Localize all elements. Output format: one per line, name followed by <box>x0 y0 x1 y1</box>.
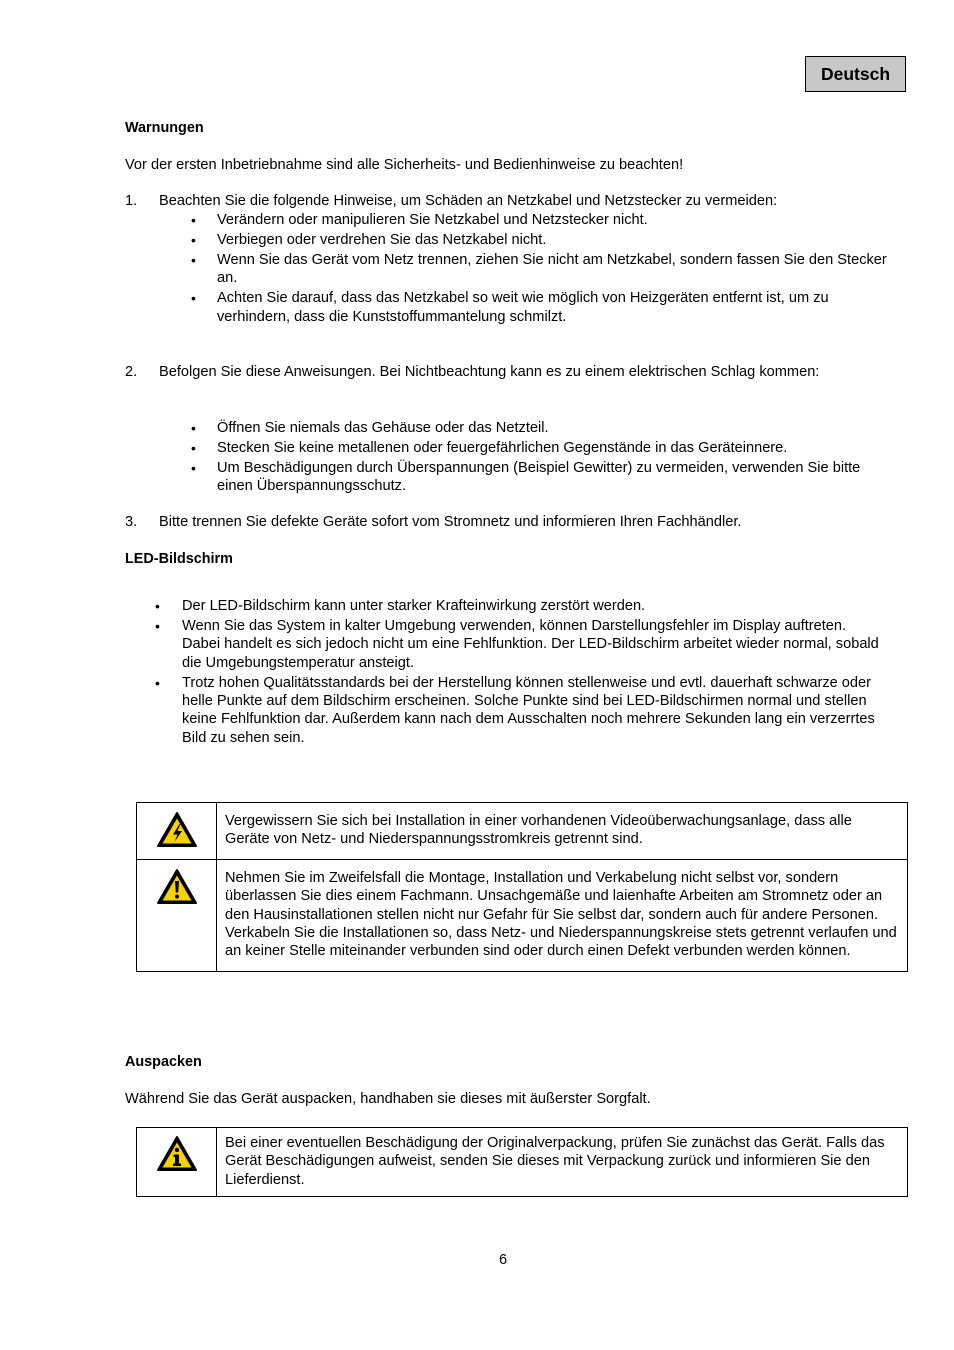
warning-text-cell <box>217 803 908 860</box>
table-row <box>137 859 908 971</box>
bullet-list <box>217 211 887 326</box>
item-number: 3. <box>125 514 138 530</box>
item-text: Befolgen Sie diese Anweisungen. Bei Nichtbeachtung kann es zu einem elektrischen Schlag kommen: <box>159 364 820 380</box>
item-number: 2. <box>125 364 138 380</box>
info-text-cell <box>217 1128 908 1197</box>
exclamation-warning-icon <box>156 868 198 911</box>
warning-paragraph: Nehmen Sie im Zweifelsfall die Montage, Installation und Verkabelung nicht selbst vor, sondern überlassen Sie dies einem Fachmann. Unsachgemäße und laienhafte Arbeiten am Stromnetz oder an den Hausinstallationen stellen nicht nur Gefahr für Sie selbst dar, sondern auch für andere Personen. <box>225 869 883 923</box>
section-title-auspacken: Auspacken <box>125 1054 202 1070</box>
list-item: • Um Beschädigungen durch Überspannungen (Beispiel Gewitter) zu vermeiden, verwenden Sie bitte einen Überspannungsschutz. <box>217 459 887 496</box>
list-item: • Achten Sie darauf, dass das Netzkabel so weit wie möglich von Heizgeräten entfernt ist, um zu verhindern, dass die Kunststoffummantelung schmilzt. <box>217 289 887 326</box>
warning-paragraph: Vergewissern Sie sich bei Installation in einer vorhandenen Videoüberwachungsanlage, dass alle Geräte von Netz- und Niederspannungsstromkreis getrennt sind. <box>225 813 852 848</box>
info-table <box>136 1127 908 1197</box>
auspacken-intro: Während Sie das Gerät auspacken, handhaben sie dieses mit äußerster Sorgfalt. <box>125 1091 651 1107</box>
bullet-list <box>182 597 882 747</box>
list-item: • Wenn Sie das Gerät vom Netz trennen, ziehen Sie nicht am Netzkabel, sondern fassen Sie den Stecker an. <box>217 251 887 288</box>
list-item: • Trotz hohen Qualitätsstandards bei der Herstellung können stellenweise und evtl. dauerhaft schwarze oder helle Punkte auf dem Bildschirm erscheinen. Solche Punkte sind bei LED-Bildschirmen normal und stellen keine Fehlfunktion dar. Außerdem kann nach dem Ausschalten noch mehrere Sekunden lang ein verzerrtes Bild zu sehen sein. <box>182 674 882 748</box>
warning-text-cell <box>217 859 908 971</box>
section-title-led: LED-Bildschirm <box>125 551 233 567</box>
table-row <box>137 803 908 860</box>
warning-paragraph: Verkabeln Sie die Installationen so, dass Netz- und Niederspannungskreise stets getrennt verlaufen und an keiner Stelle miteinander verbunden sind oder durch einen Defekt verbunden werden können. <box>225 925 897 960</box>
page-number: 6 <box>498 1252 508 1268</box>
section-title-warnungen: Warnungen <box>125 120 204 136</box>
table-row <box>137 1128 908 1197</box>
warnungen-intro: Vor der ersten Inbetriebnahme sind alle Sicherheits- und Bedienhinweise zu beachten! <box>125 157 684 173</box>
high-voltage-warning-icon <box>156 811 198 854</box>
icon-cell <box>137 1128 217 1197</box>
info-warning-icon <box>156 1135 198 1178</box>
item-number: 1. <box>125 193 138 209</box>
list-item: • Stecken Sie keine metallenen oder feuergefährlichen Gegenstände in das Geräteinnere. <box>217 439 887 457</box>
language-badge: Deutsch <box>805 56 906 92</box>
list-item: • Verändern oder manipulieren Sie Netzkabel und Netzstecker nicht. <box>217 211 887 229</box>
item-text: Bitte trennen Sie defekte Geräte sofort vom Stromnetz und informieren Ihren Fachhändler. <box>159 514 742 530</box>
list-item: • Verbiegen oder verdrehen Sie das Netzkabel nicht. <box>217 231 887 249</box>
warning-table <box>136 802 908 972</box>
bullet-list <box>217 419 887 496</box>
icon-cell <box>137 859 217 971</box>
list-item: • Der LED-Bildschirm kann unter starker Krafteinwirkung zerstört werden. <box>182 597 882 615</box>
list-item: • Wenn Sie das System in kalter Umgebung verwenden, können Darstellungsfehler im Display auftreten. Dabei handelt es sich jedoch nicht um eine Fehlfunktion. Der LED-Bildschirm arbeitet wieder normal, sobald die Umgebungstemperatur ansteigt. <box>182 617 882 672</box>
icon-cell <box>137 803 217 860</box>
list-item: • Öffnen Sie niemals das Gehäuse oder das Netzteil. <box>217 419 887 437</box>
info-paragraph: Bei einer eventuellen Beschädigung der Originalverpackung, prüfen Sie zunächst das Gerät. Falls das Gerät Beschädigungen aufweist, senden Sie dieses mit Verpackung zurück und informieren Sie den Lieferdienst. <box>225 1135 885 1188</box>
item-text: Beachten Sie die folgende Hinweise, um Schäden an Netzkabel und Netzstecker zu vermeiden: <box>159 193 778 209</box>
